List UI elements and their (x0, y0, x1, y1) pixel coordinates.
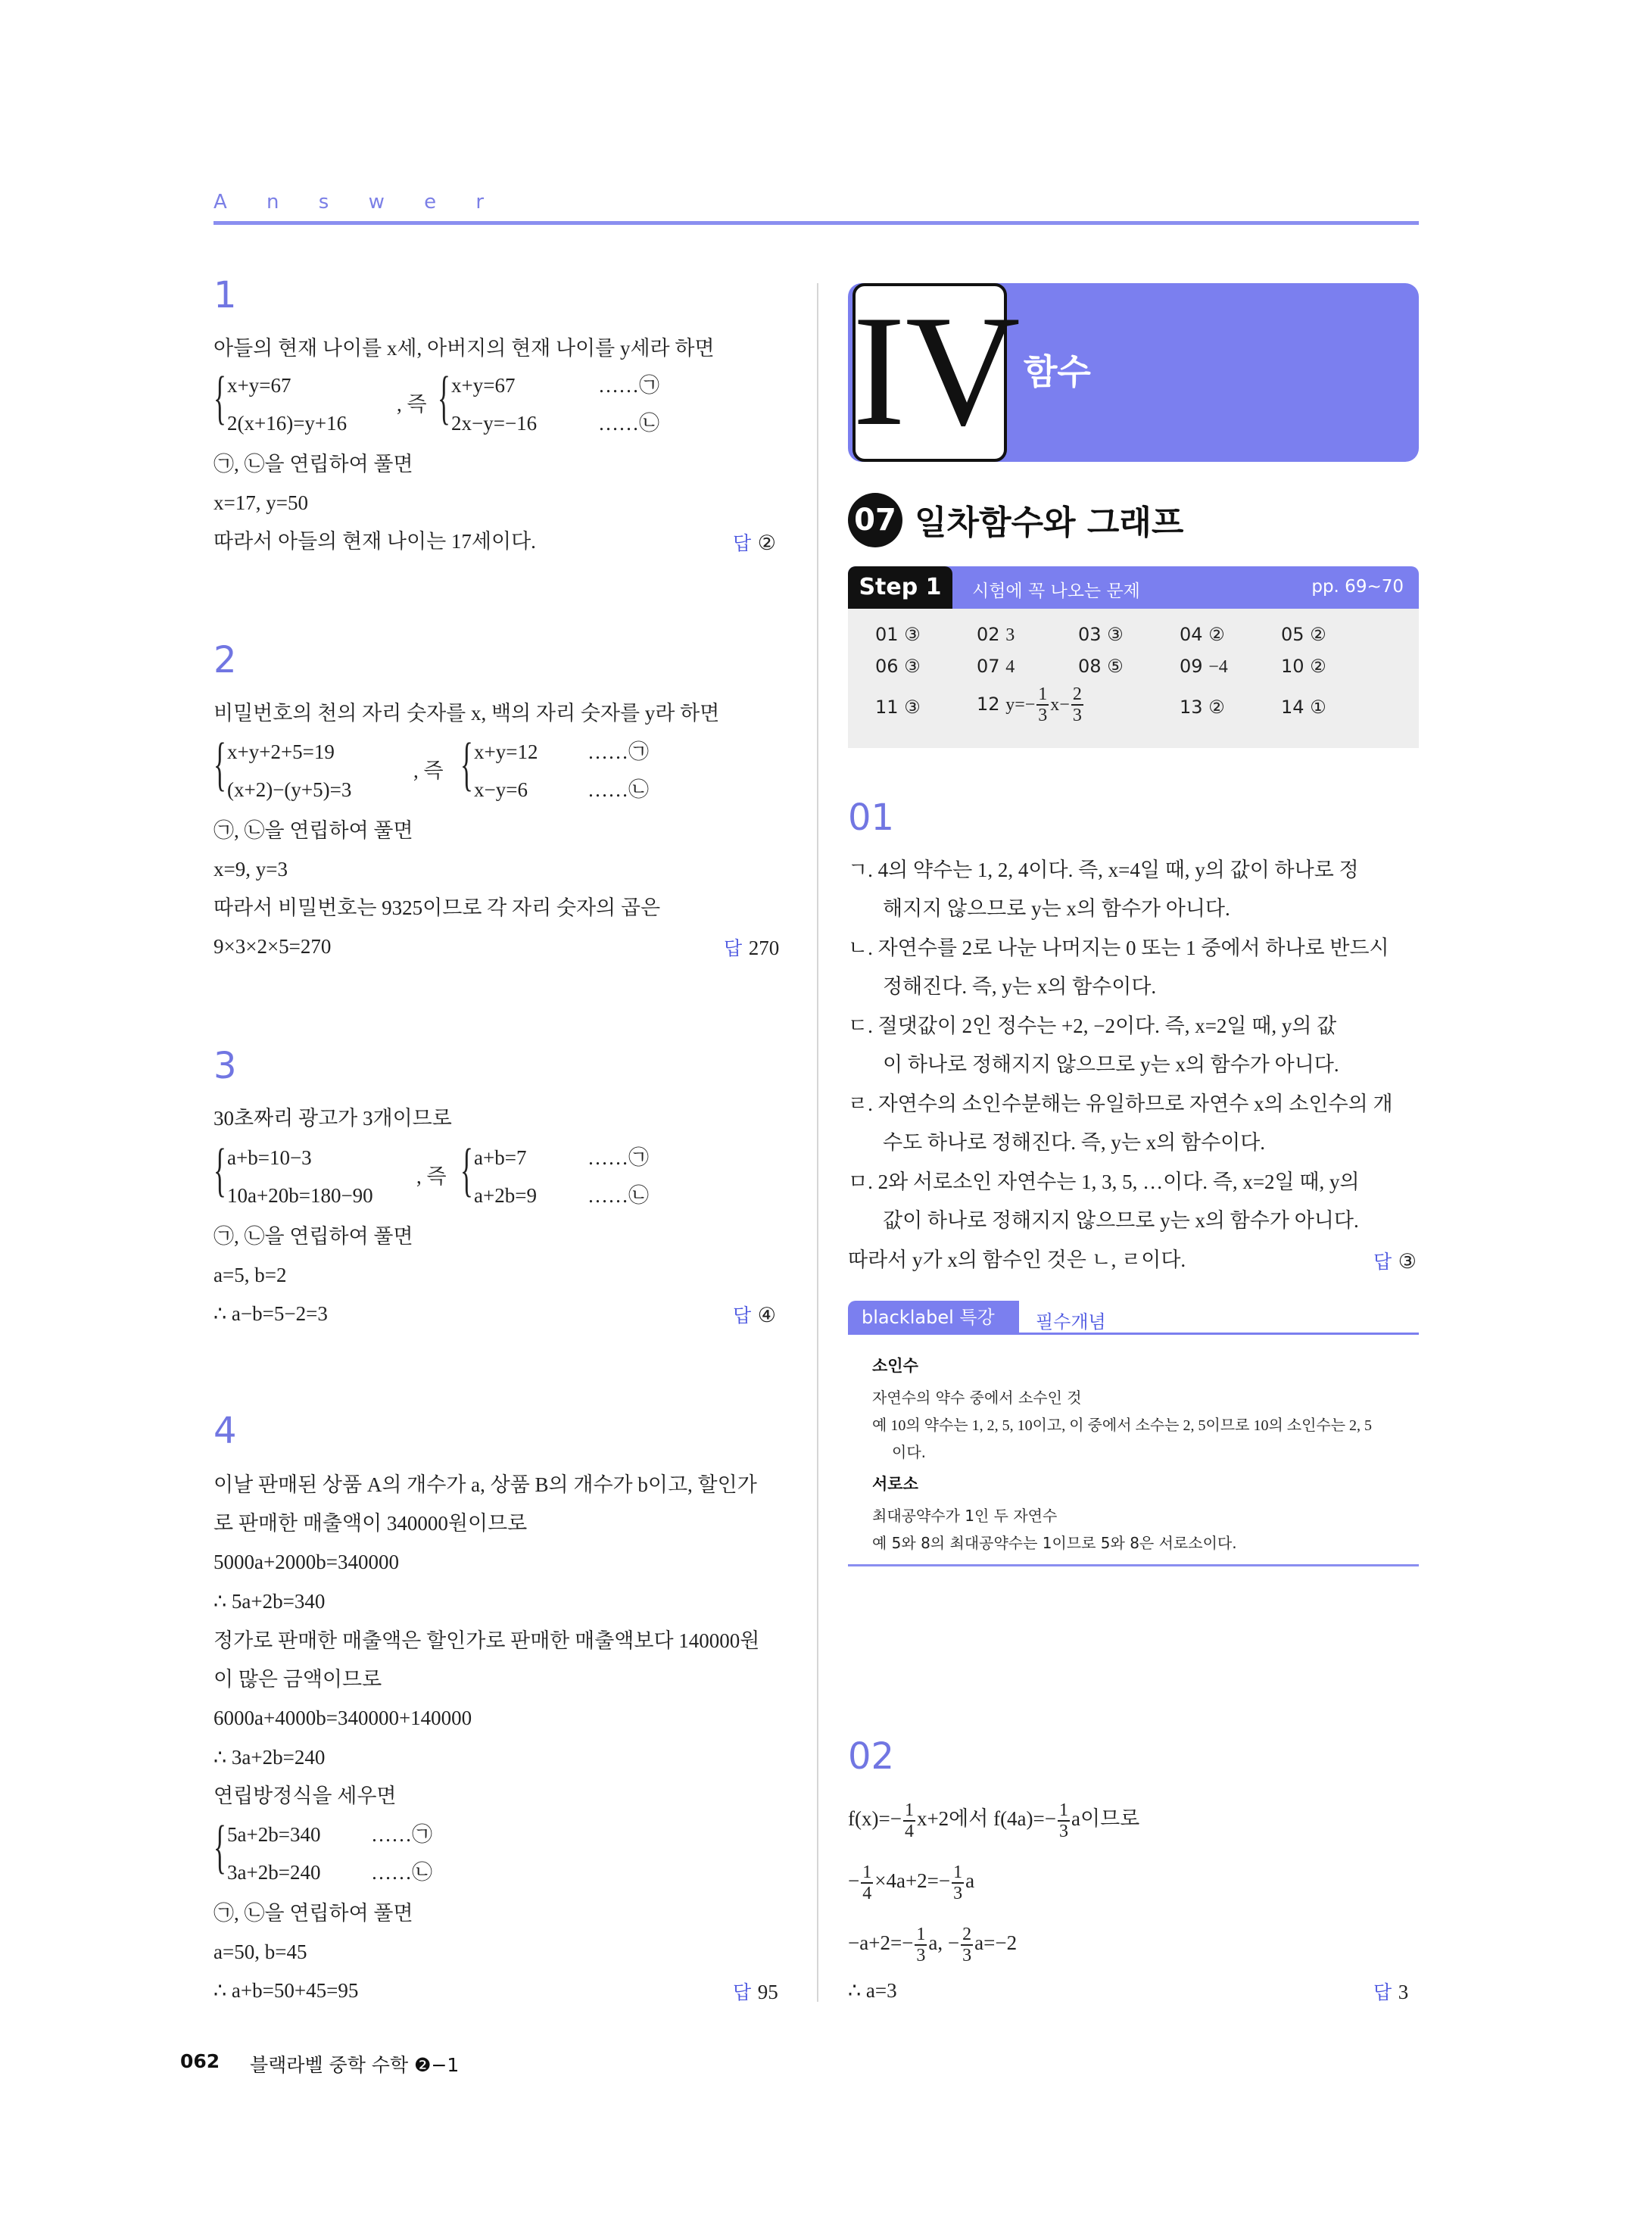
q1-sys1-eq2: 2(x+16)=y+16 (227, 412, 348, 435)
q1-separator: , 즉 (397, 393, 427, 416)
blacklabel-subtitle: 필수개념 (1036, 1311, 1106, 1333)
q1-sys2-eq2: 2x−y=−16 (451, 412, 538, 435)
blacklabel-tab-notch (999, 1301, 1019, 1334)
q2-brace-1: { (214, 731, 226, 796)
answer-val: ② (1208, 625, 1225, 645)
answer-cell (1180, 624, 1225, 646)
fraction: $\frac{1}{3}$ (1059, 1800, 1068, 1841)
concept-heading-2: 서로소 (872, 1475, 918, 1493)
answer-value: ② (757, 531, 776, 554)
s01-line-9: ㅁ. 2와 서로소인 자연수는 1, 3, 5, …이다. 즉, x=2일 때, y의 (848, 1170, 1360, 1193)
answer-key: 02 (977, 624, 1000, 645)
q1-marker-1: ……㉠ (598, 374, 659, 397)
answer-cell (875, 697, 921, 719)
q2-line-3: x=9, y=3 (214, 858, 288, 881)
answer-cell (1078, 624, 1124, 646)
answer-cell (1078, 656, 1124, 678)
q2-line-2: ㉠, ㉡을 연립하여 풀면 (214, 819, 413, 842)
s01-line-11: 따라서 y가 x의 함수인 것은 ㄴ, ㄹ이다. (848, 1248, 1186, 1271)
q4-line-7: 6000a+4000b=340000+140000 (214, 1707, 472, 1729)
q3-brace-1: { (214, 1136, 226, 1202)
question-number-4: 4 (214, 1410, 237, 1452)
answer-val: ② (1310, 657, 1326, 677)
answer-key: 06 (875, 656, 899, 677)
q4-line-5: 정가로 판매한 매출액은 할인가로 판매한 매출액보다 140000원 (214, 1629, 760, 1652)
q4-line-10: ㉠, ㉡을 연립하여 풀면 (214, 1902, 413, 1925)
q3-marker-1: ……㉠ (588, 1146, 649, 1169)
s01-line-3: ㄴ. 자연수를 2로 나눈 나머지는 0 또는 1 중에서 하나로 반드시 (848, 937, 1389, 959)
q3-line-4: ∴ a−b=5−2=3 (214, 1302, 328, 1325)
header-rule (214, 221, 1419, 225)
answer-label: 답 (733, 1305, 752, 1326)
step-tab: Step 1 (848, 566, 952, 609)
fraction: $\frac{1}{3}$ (916, 1925, 926, 1965)
fraction: $\frac{1}{3}$ (1038, 684, 1048, 725)
fraction: $\frac{1}{4}$ (904, 1800, 914, 1841)
answer-val: ② (1208, 698, 1225, 718)
answer-key: 07 (977, 656, 1000, 677)
column-divider (817, 283, 818, 2002)
answer-cell (875, 624, 921, 646)
q2-line-5: 9×3×2×5=270 (214, 935, 332, 958)
answer-val: ⑤ (1107, 657, 1124, 677)
s02-row-3: −a+2=− $\frac{1}{3}$ a, − $\frac{2}{3}$ a=−2 (848, 1925, 1018, 1965)
answer-label: 답 (724, 937, 743, 959)
answer-val: ③ (904, 657, 921, 677)
q3-separator: , 즉 (416, 1165, 447, 1188)
header-label: A n s w e r (214, 191, 501, 214)
q4-line-3: 5000a+2000b=340000 (214, 1551, 399, 1573)
answer-key: 14 (1281, 697, 1304, 718)
answer-cell (1180, 656, 1228, 678)
answer-value: ④ (757, 1304, 776, 1326)
question-number-3: 3 (214, 1045, 237, 1087)
answer-key: 13 (1180, 697, 1203, 718)
q1-sys1-eq1: x+y=67 (227, 374, 291, 397)
fraction: $\frac{2}{3}$ (962, 1925, 972, 1965)
concept-text-2: 최대공약수가 1인 두 자연수 (872, 1507, 1058, 1525)
q2-answer (724, 934, 779, 961)
q1-line-1: 아들의 현재 나이를 x세, 아버지의 현재 나이를 y세라 하면 (214, 337, 715, 360)
q3-sys2-eq2: a+2b=9 (474, 1184, 537, 1207)
step-description: 시험에 꼭 나오는 문제 (972, 581, 1140, 601)
answer-key: 12 (977, 694, 1000, 715)
q4-marker-1: ……㉠ (371, 1823, 432, 1846)
q2-sys1-eq1: x+y+2+5=19 (227, 740, 335, 763)
chapter-roman-numeral: IV (852, 283, 1021, 459)
answer-val: ② (1310, 625, 1326, 645)
q1-line-3: x=17, y=50 (214, 491, 308, 514)
answer-key: 09 (1180, 656, 1203, 677)
answer-label: 답 (733, 532, 752, 554)
book-title: 블랙라벨 중학 수학 ❷−1 (250, 2054, 460, 2076)
blacklabel-top-rule (848, 1333, 1419, 1335)
q1-marker-2: ……㉡ (598, 412, 659, 435)
q4-line-9: 연립방정식을 세우면 (214, 1785, 397, 1807)
answer-cell (1281, 656, 1326, 678)
q4-brace: { (214, 1813, 226, 1879)
answer-key: 04 (1180, 624, 1203, 645)
q2-marker-1: ……㉠ (588, 740, 649, 763)
q4-line-12: ∴ a+b=50+45=95 (214, 1979, 359, 2002)
q3-sys1-eq1: a+b=10−3 (227, 1146, 312, 1169)
q2-line-1: 비밀번호의 천의 자리 숫자를 x, 백의 자리 숫자를 y라 하면 (214, 702, 720, 725)
q1-line-2: ㉠, ㉡을 연립하여 풀면 (214, 453, 413, 475)
blacklabel-tab: blacklabel 특강 (848, 1301, 1019, 1334)
answer-cell (1180, 697, 1225, 719)
q1-line-4: 따라서 아들의 현재 나이는 17세이다. (214, 530, 536, 553)
q4-line-6: 이 많은 금액이므로 (214, 1668, 382, 1691)
solution-number-01: 01 (848, 796, 895, 839)
q3-sys1-eq2: 10a+20b=180−90 (227, 1184, 373, 1207)
solution-number-02: 02 (848, 1735, 895, 1778)
s02-row-2: − $\frac{1}{4}$ ×4a+2=− $\frac{1}{3}$ a (848, 1862, 975, 1903)
q4-line-2: 로 판매한 매출액이 340000원이므로 (214, 1512, 528, 1535)
answer-key: 08 (1078, 656, 1102, 677)
q4-line-1: 이날 판매된 상품 A의 개수가 a, 상품 B의 개수가 b이고, 할인가 (214, 1473, 757, 1496)
s01-line-6: 이 하나로 정해지지 않으므로 y는 x의 함수가 아니다. (883, 1053, 1339, 1076)
question-number-1: 1 (214, 274, 237, 316)
answer-key: 11 (875, 697, 899, 718)
concept-heading-1: 소인수 (872, 1357, 918, 1375)
answer-cell (977, 656, 1015, 678)
concept-example-2: 예 5와 8의 최대공약수는 1이므로 5와 8은 서로소이다. (872, 1534, 1237, 1552)
q3-brace-2: { (460, 1136, 473, 1202)
answer-val: 3 (1005, 625, 1015, 645)
q1-answer (733, 528, 776, 556)
q4-sys-eq1: 5a+2b=340 (227, 1823, 321, 1846)
q1-brace-1: { (214, 364, 226, 430)
answer-cell (1281, 697, 1326, 719)
q1-brace-2: { (438, 364, 450, 430)
answer-val-mid: x− (1050, 695, 1070, 715)
answer-val: ③ (1107, 625, 1124, 645)
fraction: $\frac{1}{3}$ (953, 1862, 963, 1903)
s01-line-2: 해지지 않으므로 y는 x의 함수가 아니다. (883, 897, 1230, 920)
fraction: $\frac{1}{4}$ (862, 1862, 872, 1903)
s01-line-7: ㄹ. 자연수의 소인수분해는 유일하므로 자연수 x의 소인수의 개 (848, 1093, 1393, 1115)
answer-val: ③ (904, 698, 921, 718)
q1-sys2-eq1: x+y=67 (451, 374, 516, 397)
q2-sys2-eq1: x+y=12 (474, 740, 538, 763)
s01-line-4: 정해진다. 즉, y는 x의 함수이다. (883, 975, 1157, 998)
q2-sys1-eq2: (x+2)−(y+5)=3 (227, 778, 352, 801)
chapter-title: 함수 (1024, 351, 1091, 392)
answer-key: 10 (1281, 656, 1304, 677)
answer-label: 답 (1373, 1251, 1392, 1273)
q4-answer (733, 1978, 778, 2005)
q3-line-3: a=5, b=2 (214, 1264, 287, 1286)
q2-marker-2: ……㉡ (588, 778, 649, 801)
answer-val: −4 (1208, 657, 1228, 677)
s01-answer (1373, 1247, 1417, 1274)
q4-line-4: ∴ 5a+2b=340 (214, 1590, 326, 1613)
s01-line-8: 수도 하나로 정해진다. 즉, y는 x의 함수이다. (883, 1131, 1266, 1154)
concept-example-1b: 이다. (892, 1443, 926, 1461)
q4-line-11: a=50, b=45 (214, 1940, 307, 1963)
step-answer-grid (848, 609, 1419, 748)
answer-value: 3 (1398, 1981, 1409, 2003)
s02-row-1: f(x)=− $\frac{1}{4}$ x+2에서 f(4a)=− $\frac{1}{3}$ a이므로 (848, 1800, 1140, 1841)
step-pages: pp. 69~70 (1311, 577, 1404, 597)
q3-line-2: ㉠, ㉡을 연립하여 풀면 (214, 1225, 413, 1248)
answer-cell (977, 624, 1015, 646)
answer-cell (875, 656, 921, 678)
concept-example-1a: 예 10의 약수는 1, 2, 5, 10이고, 이 중에서 소수는 2, 5이므로 10의 소인수는 2, 5 (872, 1417, 1373, 1434)
concept-text-1: 자연수의 약수 중에서 소수인 것 (872, 1389, 1082, 1407)
s01-line-5: ㄷ. 절댓값이 2인 정수는 +2, −2이다. 즉, x=2일 때, y의 값 (848, 1015, 1337, 1037)
s01-line-1: ㄱ. 4의 약수는 1, 2, 4이다. 즉, x=4일 때, y의 값이 하나로 정 (848, 859, 1359, 881)
s02-answer (1373, 1978, 1408, 2005)
q4-marker-2: ……㉡ (371, 1861, 432, 1884)
answer-cell (1281, 624, 1326, 646)
q2-sys2-eq2: x−y=6 (474, 778, 528, 801)
answer-val: y=− (1005, 695, 1036, 715)
answer-label: 답 (1373, 1981, 1392, 2003)
q3-sys2-eq1: a+b=7 (474, 1146, 527, 1169)
answer-label: 답 (733, 1981, 752, 2003)
answer-key: 01 (875, 624, 899, 645)
s02-row-4: ∴ a=3 (848, 1979, 897, 2002)
section-title: 일차함수와 그래프 (915, 503, 1184, 542)
q3-marker-2: ……㉡ (588, 1184, 649, 1207)
answer-value: 270 (748, 937, 780, 959)
answer-val: ③ (904, 625, 921, 645)
s01-line-10: 값이 하나로 정해지지 않으므로 y는 x의 함수가 아니다. (883, 1209, 1359, 1232)
q2-line-4: 따라서 비밀번호는 9325이므로 각 자리 숫자의 곱은 (214, 896, 661, 919)
blacklabel-bottom-rule (848, 1564, 1419, 1566)
answer-cell (977, 684, 1085, 725)
fraction: $\frac{2}{3}$ (1072, 684, 1082, 725)
answer-key: 05 (1281, 624, 1304, 645)
question-number-2: 2 (214, 639, 237, 681)
q3-line-1: 30초짜리 광고가 3개이므로 (214, 1107, 452, 1130)
q4-sys-eq2: 3a+2b=240 (227, 1861, 321, 1884)
q3-answer (733, 1301, 776, 1328)
answer-val: 4 (1005, 657, 1015, 677)
page-number: 062 (180, 2050, 220, 2072)
section-number-badge: 07 (848, 493, 902, 547)
answer-val: ① (1310, 698, 1326, 718)
answer-value: ③ (1398, 1250, 1417, 1273)
answer-key: 03 (1078, 624, 1102, 645)
q4-line-8: ∴ 3a+2b=240 (214, 1746, 326, 1769)
answer-value: 95 (757, 1981, 778, 2003)
q2-brace-2: { (460, 731, 473, 796)
q2-separator: , 즉 (413, 759, 444, 782)
